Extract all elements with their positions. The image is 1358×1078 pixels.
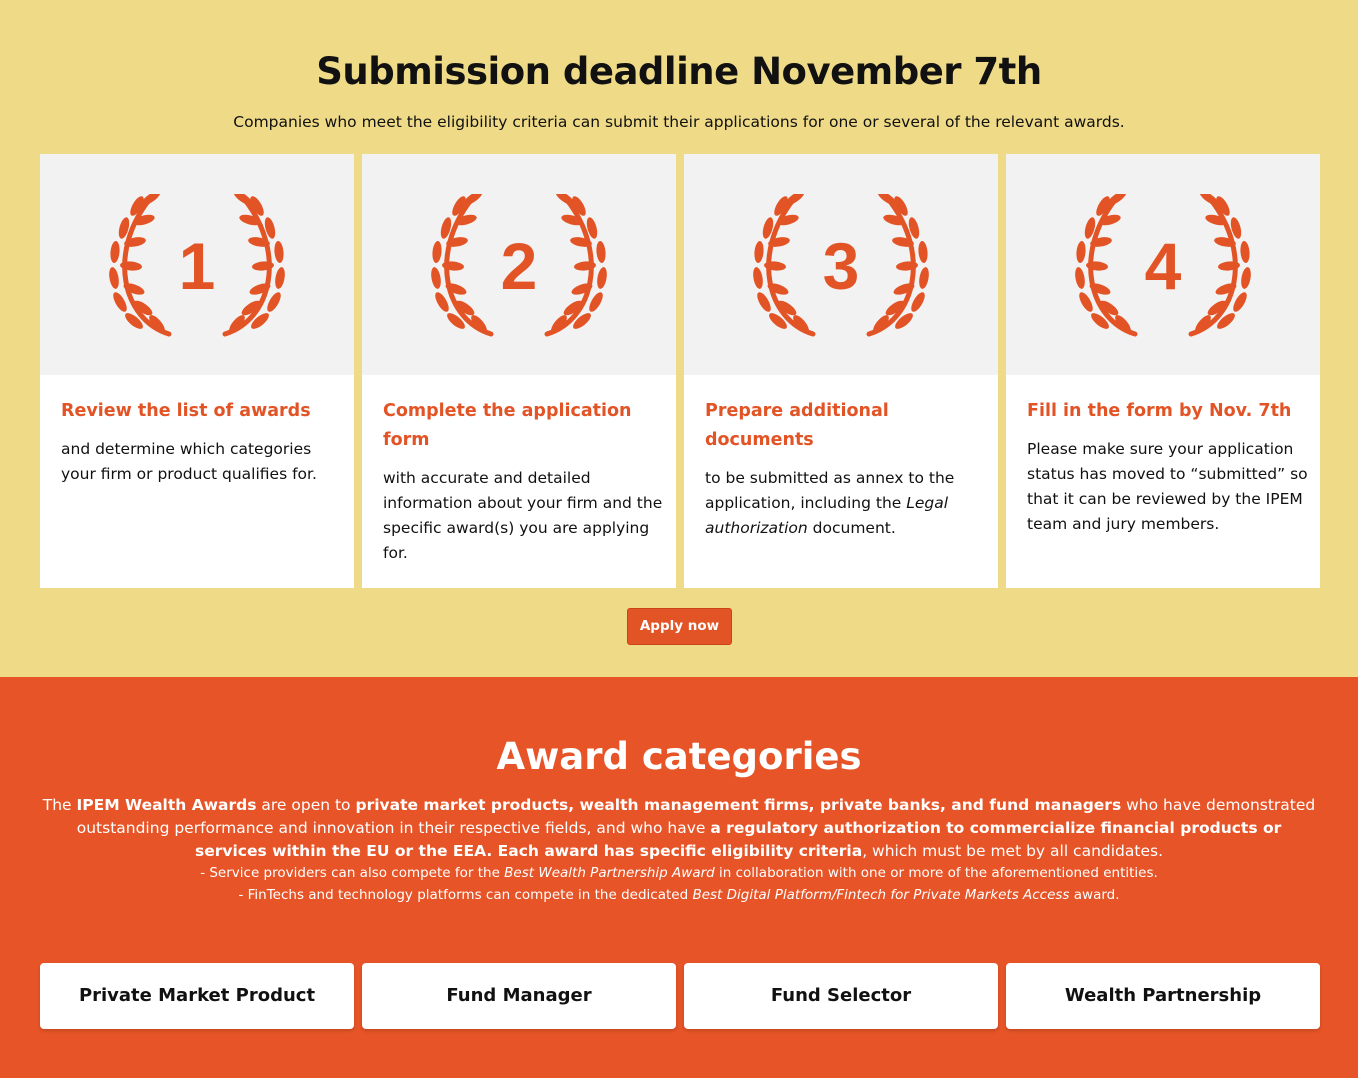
- step-image-1: [40, 154, 354, 375]
- step-description: to be submitted as annex to the application, including the Legal authorization document.: [705, 469, 955, 537]
- step-number: 3: [822, 229, 860, 303]
- categories-intro: The IPEM Wealth Awards are open to private market products, wealth management firms, private banks, and fund managers who have demonstrated outstanding performance and innovation in their respective fields, and who have a regulatory authorization to commercialize financial products or services within the EU or the EEA. Each award has specific eligibility criteria, which must be met by all candidates.: [42, 796, 1316, 860]
- step-card-1: [40, 154, 354, 588]
- step-description: and determine which categories your firm or product qualifies for.: [61, 440, 317, 483]
- step-image-3: [684, 154, 998, 375]
- step-number: 4: [1144, 229, 1182, 303]
- submission-subheading: Companies who meet the eligibility criteria can submit their applications for one or several of the relevant awards.: [233, 113, 1125, 131]
- step-title: Prepare additional documents: [705, 401, 889, 450]
- laurel-wreath-icon: [751, 194, 931, 338]
- laurel-wreath-icon: [1073, 194, 1253, 338]
- category-wealth-partnership-button[interactable]: Wealth Partnership: [1006, 963, 1320, 1029]
- step-image-4: [1006, 154, 1320, 375]
- step-image-2: [362, 154, 676, 375]
- fintech-note: - FinTechs and technology platforms can compete in the dedicated Best Digital Platform/Fintech for Private Markets Access award.: [238, 887, 1120, 903]
- step-title: Fill in the form by Nov. 7th: [1027, 401, 1292, 421]
- step-title: Review the list of awards: [61, 401, 311, 421]
- step-description: Please make sure your application status has moved to “submitted” so that it can be reviewed by the IPEM team and jury members.: [1027, 440, 1308, 533]
- step-description: with accurate and detailed information about your firm and the specific award(s) you are applying for.: [383, 469, 663, 562]
- laurel-wreath-icon: [107, 194, 287, 338]
- step-number: 2: [500, 229, 538, 303]
- step-number: 1: [178, 229, 216, 303]
- step-card-4: [1006, 154, 1320, 588]
- submission-heading: Submission deadline November 7th: [316, 50, 1042, 93]
- step-title: Complete the application form: [383, 401, 632, 450]
- category-private-market-product-button[interactable]: Private Market Product: [40, 963, 354, 1029]
- category-fund-selector-button[interactable]: Fund Selector: [684, 963, 998, 1029]
- apply-now-button[interactable]: Apply now: [627, 608, 732, 645]
- step-card-3: [684, 154, 998, 588]
- categories-heading: Award categories: [496, 735, 862, 778]
- service-providers-note: - Service providers can also compete for the Best Wealth Partnership Award in collaboration with one or more of the aforementioned entities.: [200, 865, 1158, 881]
- step-card-2: [362, 154, 676, 588]
- category-fund-manager-button[interactable]: Fund Manager: [362, 963, 676, 1029]
- laurel-wreath-icon: [429, 194, 609, 338]
- legal-authorization-emphasis: Legal authorization: [705, 494, 949, 537]
